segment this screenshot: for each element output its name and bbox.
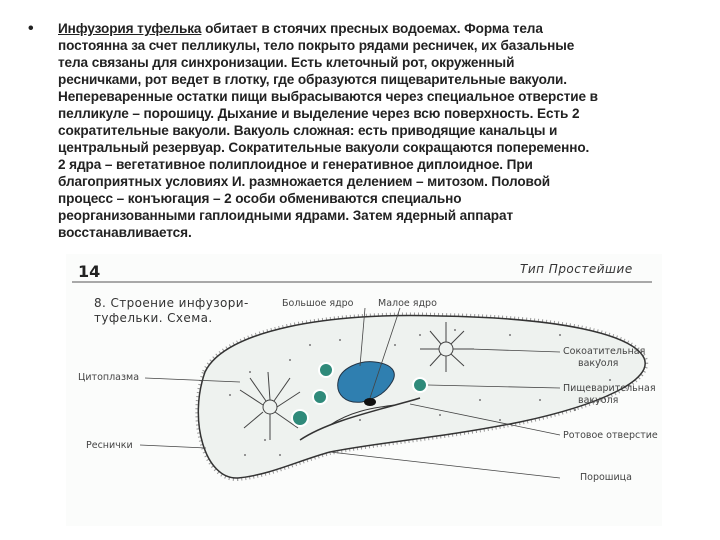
label-oral-opening: Ротовое отверстие [563,430,658,441]
paragraph-line: реорганизованными гаплоидными ядрами. Затем ядерный аппарат [58,208,514,223]
figure-caption [94,296,249,326]
paragraph-line: благоприятных условиях И. размножается делением – митозом. Половой [58,174,551,189]
label-digestive-1: Пищеварительная [563,383,656,394]
label-cilia: Реснички [86,440,133,451]
bullet: • [28,20,34,37]
micronucleus [364,398,376,406]
digestive-vacuole [292,410,308,426]
paragraph-title: Инфузория туфелька [58,21,202,36]
label-contractile-2: вакуоля [578,358,619,369]
digestive-vacuole [413,378,427,392]
paragraph-line: тела связаны для синхронизации. Есть клеточный рот, окруженный [58,55,515,70]
paragraph-line: процесс – конъюгация – 2 особи обмениваются специально [58,191,462,206]
label-cytoplasm: Цитоплазма [78,372,140,383]
page-number: 14 [78,262,101,281]
paragraph-line: ресничками, рот ведет в глотку, где образуются пищеварительные вакуоли. [58,72,567,87]
caption-line: 8. Строение инфузори- [94,296,249,310]
digestive-vacuole [313,390,327,404]
paragraph-line: восстанавливается. [58,225,192,240]
label-small-nucleus: Малое ядро [378,298,437,309]
paragraph-line: Непереваренные остатки пищи выбрасываются через специальное отверстие в [58,89,598,104]
label-digestive-2: вакуоля [578,395,619,406]
paragraph-line: сократительные вакуоли. Вакуоль сложная: есть приводящие канальцы и [58,123,558,138]
label-big-nucleus: Большое ядро [282,298,354,309]
label-anal-pore: Порошица [580,472,632,483]
digestive-vacuole [319,363,333,377]
paragraph-line: постоянна за счет пелликулы, тело покрыто рядами ресничек, их базальные [58,38,575,53]
paragraph-line: 2 ядра – вегетативное полиплоидное и генеративное диплоидное. При [58,157,533,172]
caption-line: туфельки. Схема. [94,311,213,325]
paragraph-line: центральный резервуар. Сократительные вакуоли сокращаются попеременно. [58,140,590,155]
paragraph-line: пелликуле – порошицу. Дыхание и выделение через всю поверхность. Есть 2 [58,106,580,121]
label-contractile-1: Сокоатительная [563,346,646,357]
paragraph-line: обитает в стоячих пресных водоемах. Форма тела [201,21,543,36]
section-title: Тип Простейшие [520,262,633,276]
